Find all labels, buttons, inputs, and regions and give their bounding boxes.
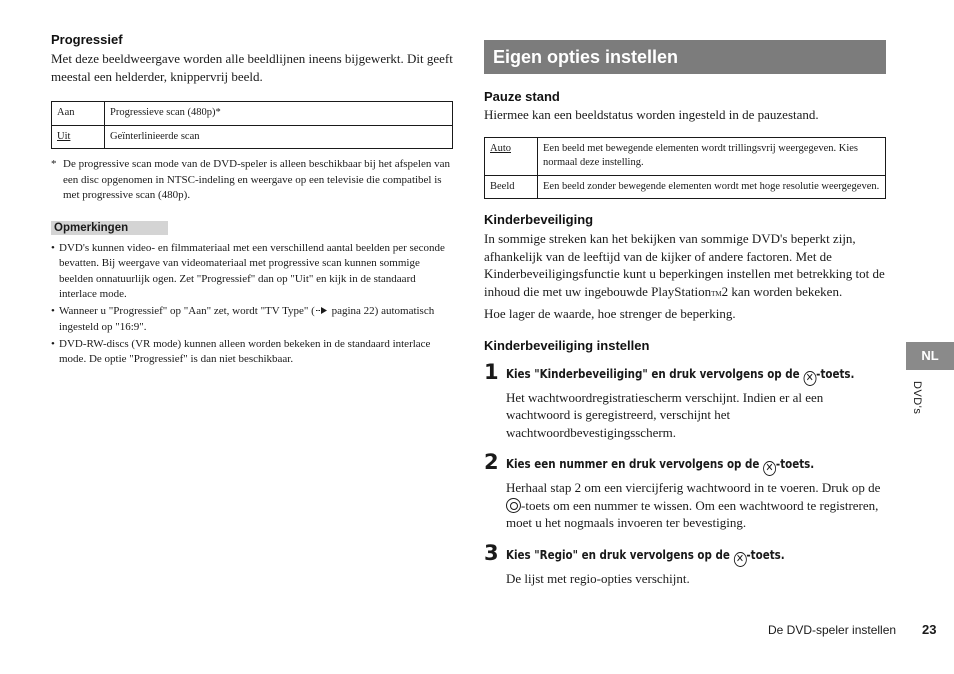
list-item [51, 337, 453, 368]
footer-section-title: De DVD-speler instellen [768, 623, 897, 637]
parental-description [484, 230, 886, 303]
progressive-description: Met deze beeldweergave worden alle beeldlijnen ineens bijgewerkt. Dit geeft meestal een helderder, knippervrij beeld. [51, 51, 453, 84]
notes-section [51, 218, 453, 368]
section-banner: Eigen opties instellen [484, 40, 886, 74]
progressive-options-table [51, 101, 453, 149]
page-reference-arrow-icon [315, 305, 329, 321]
option-key-default: Auto [485, 137, 538, 175]
notes-heading: Opmerkingen [51, 221, 168, 235]
step-number: 2 [484, 450, 499, 474]
step-result: Het wachtwoordregistratiescherm verschijnt. Indien er al een wachtwoord is geregistreerd, verschijnt het wachtwoordbevestigingsscherm. [506, 389, 824, 440]
step-number: 1 [484, 359, 499, 384]
list-item [51, 241, 453, 303]
footnote-mark: * [51, 158, 57, 170]
page-number: 23 [922, 622, 937, 637]
table-row [52, 102, 453, 126]
cross-button-icon: ✕ [803, 371, 816, 386]
bullet: • [51, 337, 55, 350]
parental-description-2: Hoe lager de waarde, hoe strenger de beperking. [484, 306, 736, 321]
circle-button-icon [506, 498, 521, 513]
cross-button-icon: ✕ [763, 461, 776, 476]
step-3 [484, 540, 886, 588]
table-row [485, 137, 886, 175]
footnote [51, 157, 453, 204]
language-tab: NL [906, 342, 954, 370]
bullet: • [51, 304, 55, 317]
parental-text-pre: In sommige streken kan het bekijken van sommige DVD's beperkt zijn, afhankelijk van de leeftijd van de kijker of andere factoren. Met de Kinderbeveiligingsfunctie kunt u beperkingen instellen met betrekking tot de inhoud die met uw ingebouwde PlayStation [484, 231, 885, 299]
section-side-label: DVD's [911, 381, 923, 415]
step-instruction: Kies een nummer en druk vervolgens op de ✕ -toets. [506, 457, 815, 474]
option-key: Aan [52, 102, 105, 126]
note-text: DVD-RW-discs (VR mode) kunnen alleen worden bekeken in de standaard interlace mode. De optie "Progressief" is dan niet beschikbaar. [59, 337, 431, 365]
parental-setup-heading: Kinderbeveiliging instellen [484, 337, 650, 353]
step-instruction: Kies "Kinderbeveiliging" en druk vervolgens op de ✕ -toets. [506, 366, 855, 384]
step-1 [484, 359, 886, 442]
step-result: De lijst met regio-opties verschijnt. [506, 570, 690, 586]
step-result: Herhaal stap 2 om een viercijferig wachtwoord in te voeren. Druk op de -toets om een nummer te wissen. Om een wachtwoord te registreren, moet u het nogmaals invoeren ter bevestiging. [506, 480, 881, 530]
footnote-text: De progressive scan mode van de DVD-speler is alleen beschikbaar bij het afspelen van een disc opgenomen in NTSC-indeling en weergave op een televisie die compatibel is met progressive scan (480p). [63, 158, 450, 201]
pause-description: Hiermee kan een beeldstatus worden ingesteld in de pauzestand. [484, 107, 819, 122]
note-text-post: ) automatisch ingesteld op "16:9". [59, 304, 435, 333]
bullet: • [51, 241, 55, 254]
page-reference[interactable]: pagina 22 [331, 304, 375, 317]
step-number: 3 [484, 540, 499, 565]
option-value: Geïnterlinieerde scan [105, 125, 453, 149]
option-key: Beeld [485, 175, 538, 199]
table-row [52, 125, 453, 149]
note-text: DVD's kunnen video- en filmmateriaal met een verschillend aantal beelden per seconde bevatten. Bij weergave van videomateriaal met progressive scan kunnen sommige beelden onnatuurlijk ogen. Zet "Progressief" dan op "Uit" en kijk in de standaard interlace mode. [59, 241, 445, 300]
right-column [484, 40, 886, 587]
step-instruction: Kies "Regio" en druk vervolgens op de ✕ -toets. [506, 547, 785, 565]
option-key-default: Uit [52, 125, 105, 149]
step-2 [484, 450, 886, 532]
trademark-mark: TM [711, 289, 722, 298]
left-column [51, 32, 453, 368]
progressive-heading: Progressief [51, 32, 123, 47]
list-item [51, 304, 453, 336]
option-value: Een beeld met bewegende elementen wordt trillingsvrij weergegeven. Kies normaal deze instelling. [538, 137, 886, 175]
option-value: Progressieve scan (480p)* [105, 102, 453, 126]
option-value: Een beeld zonder bewegende elementen wordt met hoge resolutie weergegeven. [538, 175, 886, 199]
parental-text-post: 2 kan worden bekeken. [721, 283, 843, 299]
cross-button-icon: ✕ [733, 552, 746, 567]
pause-heading: Pauze stand [484, 89, 560, 104]
note-text-pre: Wanneer u "Progressief" op "Aan" zet, wordt "TV Type" ( [59, 304, 315, 317]
pause-options-table [484, 137, 886, 200]
parental-heading: Kinderbeveiliging [484, 212, 594, 227]
table-row [485, 175, 886, 199]
